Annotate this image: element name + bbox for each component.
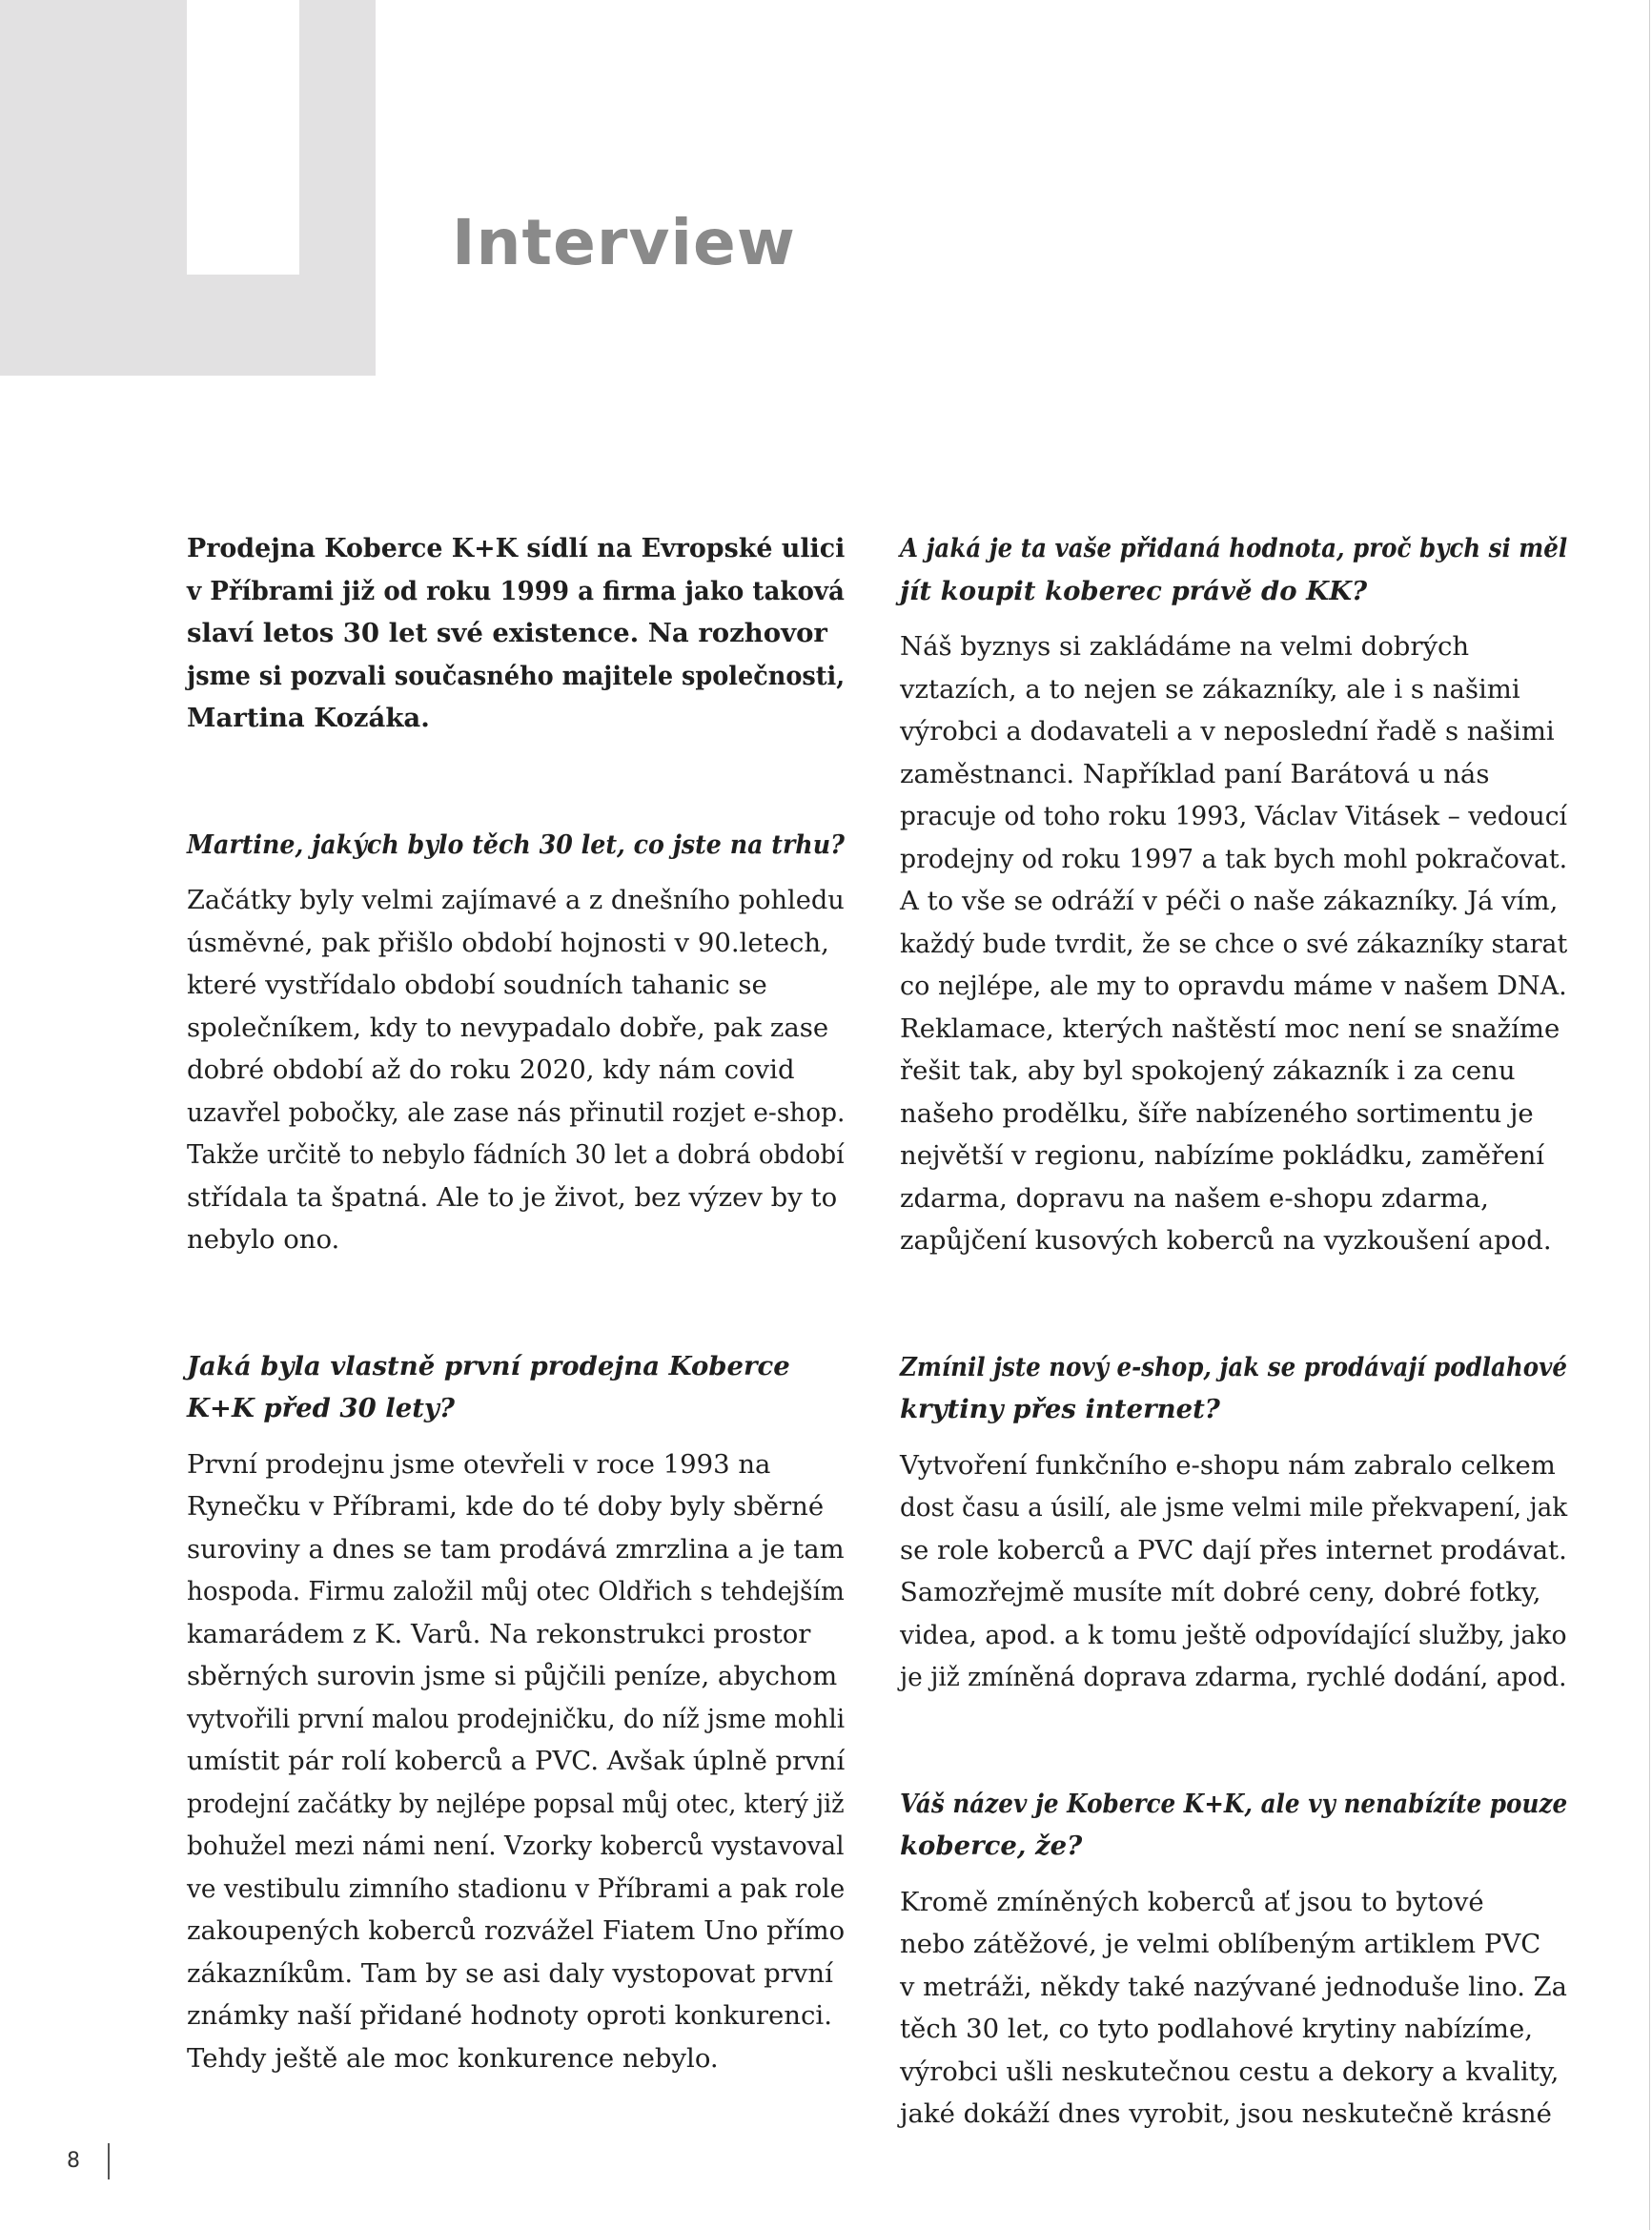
page-number: 8 bbox=[67, 2149, 80, 2173]
question-line: Jaká byla vlastně první prodejna Koberce bbox=[187, 1350, 790, 1381]
answer-line: nebylo ono. bbox=[187, 1224, 340, 1255]
page-edge-rule bbox=[1649, 0, 1650, 2230]
answer-line: vytvořili první malou prodejničku, do níž jsme mohli bbox=[187, 1703, 846, 1734]
answer-line: zakoupených koberců rozvážel Fiatem Uno přímo bbox=[187, 1915, 846, 1946]
answer-line: Kromě zmíněných koberců ať jsou to bytové bbox=[900, 1886, 1484, 1917]
answer-line: vztazích, a to nejen se zákazníky, ale i s našimi bbox=[900, 673, 1520, 705]
answer-line: střídala ta špatná. Ale to je život, bez výzev by to bbox=[187, 1181, 838, 1213]
answer-line: videa, apod. a k tomu ještě odpovídající služby, jako bbox=[900, 1619, 1567, 1650]
answer-line: dobré období až do roku 2020, kdy nám covid bbox=[187, 1054, 795, 1085]
answer-line: dost času a úsilí, ale jsme velmi mile překvapení, jak bbox=[900, 1492, 1568, 1523]
header-notch bbox=[187, 0, 299, 275]
answer-line: zaměstnanci. Například paní Barátová u nás bbox=[900, 758, 1490, 789]
interview-question bbox=[900, 1783, 1567, 1868]
answer-line: ve vestibulu zimního stadionu v Příbrami a pak role bbox=[187, 1872, 846, 1904]
answer-line: zdarma, dopravu na našem e-shopu zdarma, bbox=[900, 1182, 1489, 1214]
answer-line: Začátky byly velmi zajímavé a z dnešního pohledu bbox=[187, 885, 845, 915]
answer-line: těch 30 let, co tyto podlahové krytiny nabízíme, bbox=[900, 2014, 1533, 2044]
interview-answer bbox=[187, 879, 845, 1261]
interview-answer bbox=[187, 1443, 845, 2080]
header-decoration bbox=[0, 0, 376, 376]
interview-question bbox=[900, 527, 1567, 612]
interview-answer bbox=[900, 1881, 1567, 2136]
answer-line: společníkem, kdy to nevypadalo dobře, pak zase bbox=[187, 1012, 829, 1043]
answer-line: jaké dokáží dnes vyrobit, jsou neskutečně krásné bbox=[900, 2098, 1552, 2129]
page-title: Interview bbox=[452, 206, 796, 279]
interview-question bbox=[187, 1345, 845, 1430]
answer-line: je již zmíněná doprava zdarma, rychlé dodání, apod. bbox=[900, 1662, 1567, 1692]
answer-line: Reklamace, kterých naštěstí moc není se snažíme bbox=[900, 1013, 1560, 1044]
lead-line: Prodejna Koberce K+K sídlí na Evropské ulici bbox=[187, 533, 846, 563]
lead-paragraph bbox=[187, 527, 845, 740]
answer-line: kamarádem z K. Varů. Na rekonstrukci prostor bbox=[187, 1618, 811, 1649]
answer-line: Rynečku v Příbrami, kde do té doby byly sběrné bbox=[187, 1491, 825, 1522]
answer-line: nebo zátěžové, je velmi oblíbeným artiklem PVC bbox=[900, 1929, 1541, 1959]
interview-answer bbox=[900, 625, 1567, 1262]
answer-line: Vytvoření funkčního e-shopu nám zabralo celkem bbox=[900, 1449, 1556, 1481]
question-line: Zmínil jste nový e-shop, jak se prodávají podlahové bbox=[900, 1351, 1567, 1382]
interview-question bbox=[187, 824, 845, 867]
lead-line: v Příbrami již od roku 1999 a firma jako taková bbox=[187, 575, 845, 606]
answer-line: řešit tak, aby byl spokojený zákazník i za cenu bbox=[900, 1055, 1516, 1086]
answer-line: hospoda. Firmu založil můj otec Oldřich s tehdejším bbox=[187, 1576, 845, 1606]
answer-line: Náš byznys si zakládáme na velmi dobrých bbox=[900, 631, 1470, 662]
answer-line: známky naší přidané hodnoty oproti konkurenci. bbox=[187, 2000, 832, 2031]
answer-line: se role koberců a PVC dají přes internet prodávat. bbox=[900, 1534, 1567, 1565]
answer-line: pracuje od toho roku 1993, Václav Vitásek – vedoucí bbox=[900, 801, 1567, 831]
answer-line: První prodejnu jsme otevřeli v roce 1993 na bbox=[187, 1448, 771, 1480]
question-line: Váš název je Koberce K+K, ale vy nenabízíte pouze bbox=[900, 1788, 1568, 1819]
answer-line: v metráži, někdy také nazývané jednoduše lino. Za bbox=[900, 1971, 1567, 2002]
answer-line: Samozřejmě musíte mít dobré ceny, dobré fotky, bbox=[900, 1577, 1541, 1607]
lead-line: slaví letos 30 let své existence. Na rozhovor bbox=[187, 618, 827, 648]
answer-line: umístit pár rolí koberců a PVC. Avšak úplně první bbox=[187, 1746, 846, 1776]
answer-line: co nejlépe, ale my to opravdu máme v našem DNA. bbox=[900, 971, 1567, 1001]
answer-line: našeho prodělku, šíře nabízeného sortimentu je bbox=[900, 1097, 1534, 1129]
answer-line: největší v regionu, nabízíme pokládku, zaměření bbox=[900, 1140, 1545, 1171]
interview-answer bbox=[900, 1444, 1567, 1699]
answer-line: výrobci a dodavateli a v neposlední řadě s našimi bbox=[900, 716, 1555, 747]
left-column bbox=[187, 527, 845, 2163]
answer-line: suroviny a dnes se tam prodává zmrzlina a je tam bbox=[187, 1533, 845, 1565]
question-line: A jaká je ta vaše přidaná hodnota, proč bych si měl bbox=[900, 533, 1568, 563]
question-line: koberce, že? bbox=[900, 1831, 1083, 1861]
question-line: Martine, jakých bylo těch 30 let, co jste na trhu? bbox=[187, 829, 845, 860]
question-line: jít koupit koberec právě do KK? bbox=[900, 575, 1368, 606]
answer-line: které vystřídalo období soudních tahanic se bbox=[187, 970, 767, 1000]
lead-line: Martina Kozáka. bbox=[187, 703, 430, 733]
page-number-divider bbox=[108, 2143, 110, 2179]
answer-line: A to vše se odráží v péči o naše zákazníky. Já vím, bbox=[900, 886, 1559, 916]
lead-line: jsme si pozvali současného majitele společnosti, bbox=[187, 660, 846, 691]
question-line: krytiny přes internet? bbox=[900, 1394, 1220, 1424]
answer-line: zákazníkům. Tam by se asi daly vystopovat první bbox=[187, 1957, 833, 1989]
answer-line: výrobci ušli neskutečnou cestu a dekory a kvality, bbox=[900, 2056, 1560, 2087]
question-line: K+K před 30 lety? bbox=[187, 1393, 456, 1423]
answer-line: úsměvné, pak přišlo období hojnosti v 90.letech, bbox=[187, 927, 829, 958]
answer-line: každý bude tvrdit, že se chce o své zákazníky starat bbox=[900, 928, 1568, 959]
answer-line: bohužel mezi námi není. Vzorky koberců vystavoval bbox=[187, 1831, 845, 1861]
answer-line: Tehdy ještě ale moc konkurence nebylo. bbox=[187, 2042, 719, 2074]
answer-line: prodejní začátky by nejlépe popsal můj otec, který již bbox=[187, 1788, 845, 1819]
answer-line: zapůjčení kusových koberců na vyzkoušení apod. bbox=[900, 1225, 1552, 1256]
answer-line: Takže určitě to nebylo fádních 30 let a dobrá období bbox=[187, 1139, 845, 1170]
answer-line: sběrných surovin jsme si půjčili peníze, abychom bbox=[187, 1661, 838, 1691]
right-column bbox=[900, 527, 1567, 2220]
interview-question bbox=[900, 1346, 1567, 1431]
answer-line: prodejny od roku 1997 a tak bych mohl pokračovat. bbox=[900, 843, 1568, 874]
answer-line: uzavřel pobočky, ale zase nás přinutil rozjet e-shop. bbox=[187, 1096, 846, 1128]
